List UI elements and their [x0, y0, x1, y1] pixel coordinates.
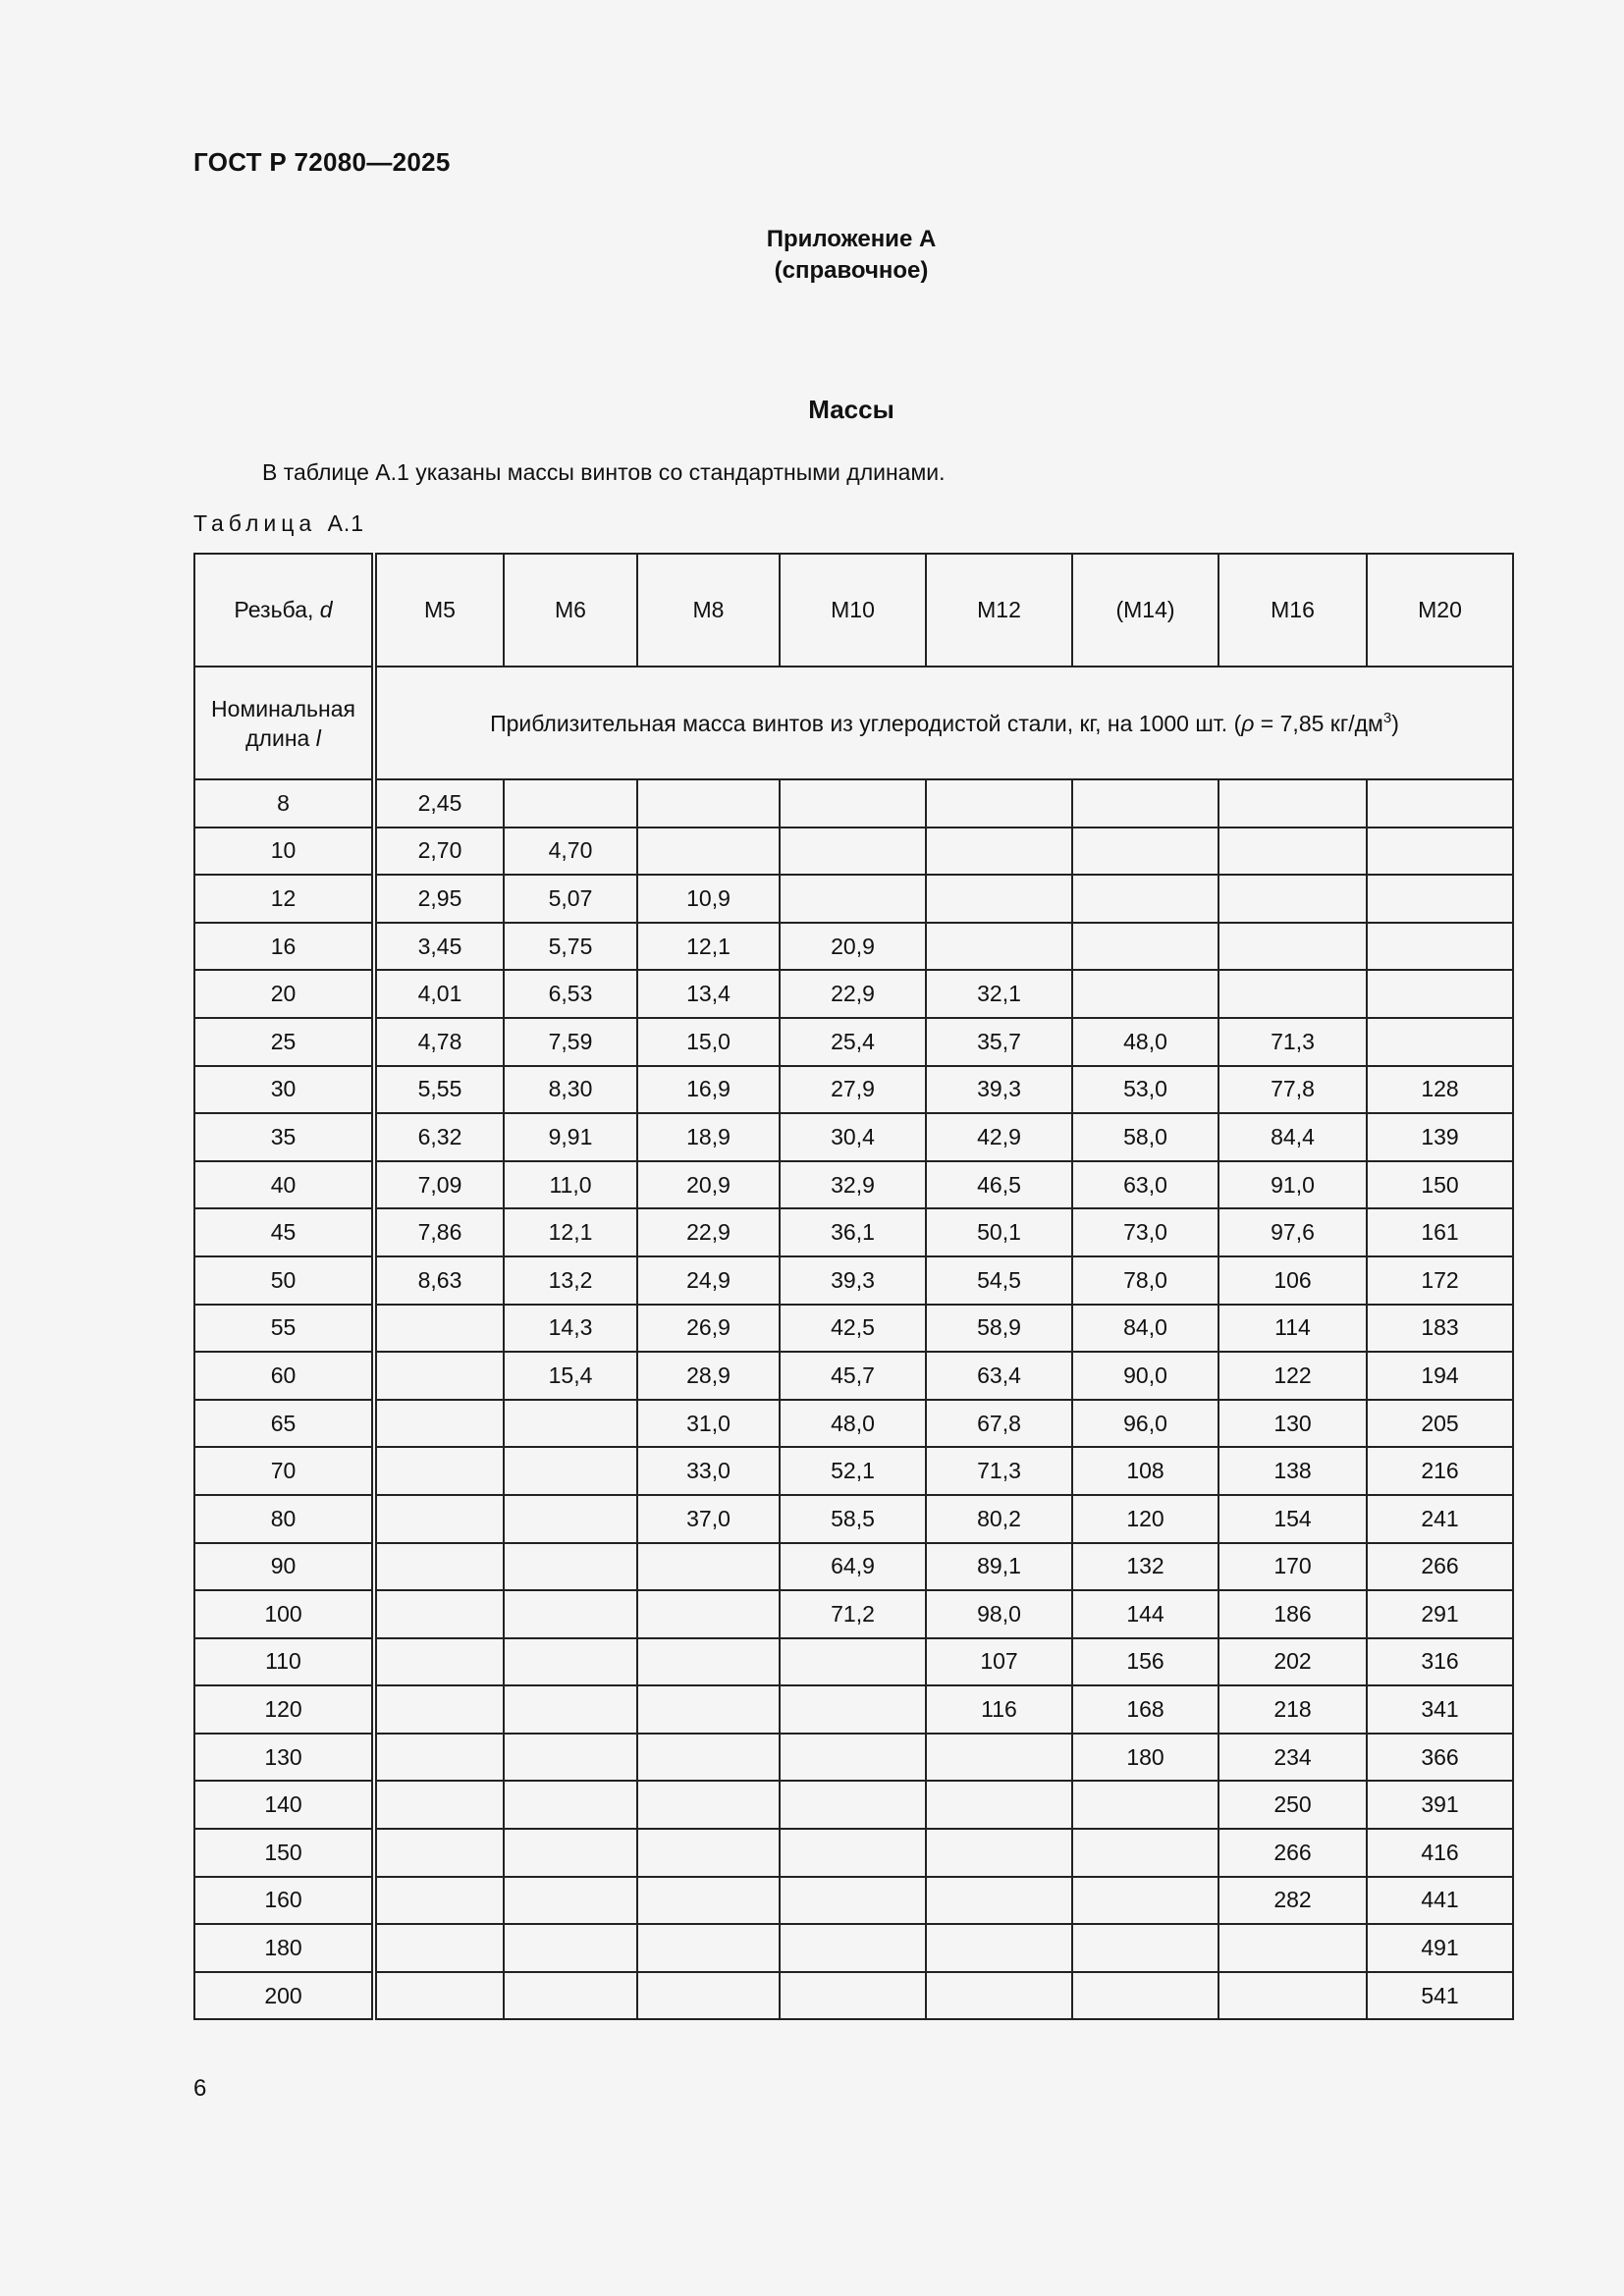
- mass-cell: 108: [1072, 1447, 1218, 1495]
- thread-size-cell: M6: [504, 554, 637, 667]
- table-row: [194, 1447, 1513, 1495]
- mass-cell: [1367, 779, 1513, 828]
- mass-cell: [504, 1590, 637, 1638]
- mass-note-sup: 3: [1382, 709, 1392, 726]
- mass-cell: 45,7: [780, 1352, 926, 1400]
- mass-cell: 12,1: [504, 1208, 637, 1256]
- mass-cell: 218: [1218, 1685, 1367, 1734]
- mass-cell: [504, 1972, 637, 2020]
- mass-cell: 80,2: [926, 1495, 1072, 1543]
- mass-cell: 78,0: [1072, 1256, 1218, 1305]
- mass-cell: [637, 1924, 780, 1972]
- mass-cell: [1072, 779, 1218, 828]
- table-row: [194, 779, 1513, 828]
- mass-cell: 2,95: [374, 875, 504, 923]
- mass-cell: 7,09: [374, 1161, 504, 1209]
- length-cell: 8: [194, 779, 374, 828]
- mass-cell: 172: [1367, 1256, 1513, 1305]
- mass-cell: 8,63: [374, 1256, 504, 1305]
- length-cell: 65: [194, 1400, 374, 1448]
- mass-note-text: Приблизительная масса винтов из углеродистой стали, кг, на 1000 шт. (: [490, 710, 1242, 736]
- mass-cell: 50,1: [926, 1208, 1072, 1256]
- length-cell: 80: [194, 1495, 374, 1543]
- mass-cell: 4,70: [504, 828, 637, 876]
- mass-cell: 89,1: [926, 1543, 1072, 1591]
- mass-cell: 91,0: [1218, 1161, 1367, 1209]
- mass-cell: [374, 1638, 504, 1686]
- mass-cell: 144: [1072, 1590, 1218, 1638]
- mass-cell: [637, 1781, 780, 1829]
- mass-cell: [1218, 875, 1367, 923]
- table-caption-number: А.1: [327, 510, 365, 536]
- length-cell: 30: [194, 1066, 374, 1114]
- mass-cell: 71,3: [1218, 1018, 1367, 1066]
- mass-cell: 114: [1218, 1305, 1367, 1353]
- mass-cell: 48,0: [1072, 1018, 1218, 1066]
- masses-table: [193, 553, 1514, 2020]
- mass-cell: 122: [1218, 1352, 1367, 1400]
- mass-cell: 120: [1072, 1495, 1218, 1543]
- thread-size-cell: M16: [1218, 554, 1367, 667]
- mass-cell: 98,0: [926, 1590, 1072, 1638]
- mass-cell: 22,9: [780, 970, 926, 1018]
- table-row: [194, 828, 1513, 876]
- mass-cell: [637, 1543, 780, 1591]
- mass-cell: 13,2: [504, 1256, 637, 1305]
- mass-cell: [780, 1638, 926, 1686]
- length-cell: 20: [194, 970, 374, 1018]
- mass-cell: [504, 779, 637, 828]
- mass-cell: 97,6: [1218, 1208, 1367, 1256]
- length-cell: 12: [194, 875, 374, 923]
- table-row: [194, 1305, 1513, 1353]
- length-cell: 90: [194, 1543, 374, 1591]
- length-cell: 120: [194, 1685, 374, 1734]
- mass-cell: 84,0: [1072, 1305, 1218, 1353]
- mass-cell: [374, 1495, 504, 1543]
- mass-cell: 5,07: [504, 875, 637, 923]
- mass-cell: [1367, 970, 1513, 1018]
- length-cell: 16: [194, 923, 374, 971]
- mass-cell: [374, 1685, 504, 1734]
- mass-cell: 6,53: [504, 970, 637, 1018]
- length-cell: 160: [194, 1877, 374, 1925]
- length-header-cell: [194, 667, 374, 779]
- mass-cell: [374, 1781, 504, 1829]
- mass-cell: [374, 1590, 504, 1638]
- table-row: [194, 1256, 1513, 1305]
- mass-cell: [926, 1829, 1072, 1877]
- mass-cell: [926, 1924, 1072, 1972]
- mass-cell: 194: [1367, 1352, 1513, 1400]
- mass-cell: [926, 1734, 1072, 1782]
- mass-cell: 16,9: [637, 1066, 780, 1114]
- mass-cell: [504, 1685, 637, 1734]
- mass-cell: [780, 1924, 926, 1972]
- table-row: [194, 970, 1513, 1018]
- mass-cell: [504, 1781, 637, 1829]
- table-row: [194, 1685, 1513, 1734]
- mass-cell: 20,9: [780, 923, 926, 971]
- mass-cell: 53,0: [1072, 1066, 1218, 1114]
- mass-cell: [504, 1495, 637, 1543]
- mass-cell: [374, 1734, 504, 1782]
- mass-cell: 5,75: [504, 923, 637, 971]
- mass-cell: 541: [1367, 1972, 1513, 2020]
- length-cell: 35: [194, 1113, 374, 1161]
- mass-cell: [637, 1590, 780, 1638]
- length-cell: 140: [194, 1781, 374, 1829]
- mass-cell: [374, 1877, 504, 1925]
- length-cell: 55: [194, 1305, 374, 1353]
- mass-cell: 107: [926, 1638, 1072, 1686]
- mass-cell: [374, 1352, 504, 1400]
- thread-header-cell: [194, 554, 374, 667]
- mass-cell: 52,1: [780, 1447, 926, 1495]
- mass-cell: 491: [1367, 1924, 1513, 1972]
- mass-cell: [374, 1305, 504, 1353]
- mass-cell: 84,4: [1218, 1113, 1367, 1161]
- mass-cell: [504, 1924, 637, 1972]
- table-row: [194, 1829, 1513, 1877]
- mass-cell: 216: [1367, 1447, 1513, 1495]
- mass-cell: [926, 1972, 1072, 2020]
- mass-cell: 161: [1367, 1208, 1513, 1256]
- mass-cell: 366: [1367, 1734, 1513, 1782]
- mass-cell: [1072, 1972, 1218, 2020]
- mass-cell: [1367, 828, 1513, 876]
- mass-cell: 30,4: [780, 1113, 926, 1161]
- table-row: [194, 1113, 1513, 1161]
- mass-cell: [1367, 1018, 1513, 1066]
- mass-cell: [637, 1829, 780, 1877]
- mass-cell: [1218, 1924, 1367, 1972]
- mass-cell: [1072, 970, 1218, 1018]
- table-row: [194, 1400, 1513, 1448]
- mass-cell: 5,55: [374, 1066, 504, 1114]
- mass-cell: [374, 1400, 504, 1448]
- mass-cell: 391: [1367, 1781, 1513, 1829]
- mass-cell: [926, 828, 1072, 876]
- mass-cell: [1367, 923, 1513, 971]
- mass-cell: 58,9: [926, 1305, 1072, 1353]
- mass-cell: [637, 828, 780, 876]
- mass-cell: 58,0: [1072, 1113, 1218, 1161]
- mass-cell: [1367, 875, 1513, 923]
- mass-cell: 8,30: [504, 1066, 637, 1114]
- mass-cell: 15,0: [637, 1018, 780, 1066]
- mass-cell: 132: [1072, 1543, 1218, 1591]
- length-cell: 100: [194, 1590, 374, 1638]
- mass-cell: [780, 828, 926, 876]
- mass-cell: 3,45: [374, 923, 504, 971]
- thread-size-cell: M8: [637, 554, 780, 667]
- mass-cell: [1218, 923, 1367, 971]
- mass-cell: 14,3: [504, 1305, 637, 1353]
- mass-cell: 71,3: [926, 1447, 1072, 1495]
- mass-cell: 156: [1072, 1638, 1218, 1686]
- table-row: [194, 1972, 1513, 2020]
- table-row: [194, 923, 1513, 971]
- mass-cell: 202: [1218, 1638, 1367, 1686]
- thread-symbol: d: [319, 597, 333, 622]
- mass-cell: [374, 1829, 504, 1877]
- mass-cell: 58,5: [780, 1495, 926, 1543]
- mass-cell: 20,9: [637, 1161, 780, 1209]
- mass-cell: 12,1: [637, 923, 780, 971]
- mass-cell: 416: [1367, 1829, 1513, 1877]
- mass-cell: 154: [1218, 1495, 1367, 1543]
- mass-cell: 441: [1367, 1877, 1513, 1925]
- mass-note-close: ): [1391, 710, 1399, 736]
- mass-cell: [1072, 1924, 1218, 1972]
- length-cell: 150: [194, 1829, 374, 1877]
- mass-cell: [780, 875, 926, 923]
- mass-cell: 73,0: [1072, 1208, 1218, 1256]
- mass-cell: 7,59: [504, 1018, 637, 1066]
- mass-cell: 22,9: [637, 1208, 780, 1256]
- mass-cell: 168: [1072, 1685, 1218, 1734]
- document-id: ГОСТ Р 72080—2025: [193, 147, 451, 177]
- table-row: [194, 1161, 1513, 1209]
- mass-cell: 9,91: [504, 1113, 637, 1161]
- mass-cell: 36,1: [780, 1208, 926, 1256]
- length-cell: 40: [194, 1161, 374, 1209]
- mass-cell: 180: [1072, 1734, 1218, 1782]
- mass-cell: [504, 1877, 637, 1925]
- mass-cell: 291: [1367, 1590, 1513, 1638]
- thread-size-cell: M10: [780, 554, 926, 667]
- mass-cell: [637, 1638, 780, 1686]
- mass-cell: [780, 1877, 926, 1925]
- table-caption: [193, 510, 364, 537]
- appendix-type: (справочное): [774, 257, 929, 284]
- table-row: [194, 1781, 1513, 1829]
- length-cell: 70: [194, 1447, 374, 1495]
- mass-cell: 2,70: [374, 828, 504, 876]
- mass-cell: 266: [1367, 1543, 1513, 1591]
- table-row: [194, 1018, 1513, 1066]
- mass-note-cell: [374, 667, 1513, 779]
- mass-cell: 116: [926, 1685, 1072, 1734]
- mass-cell: 46,5: [926, 1161, 1072, 1209]
- length-cell: 110: [194, 1638, 374, 1686]
- mass-cell: 35,7: [926, 1018, 1072, 1066]
- mass-cell: [780, 1972, 926, 2020]
- mass-cell: 13,4: [637, 970, 780, 1018]
- table-row: [194, 1590, 1513, 1638]
- mass-cell: [780, 1685, 926, 1734]
- mass-cell: 18,9: [637, 1113, 780, 1161]
- mass-cell: 32,1: [926, 970, 1072, 1018]
- mass-cell: [504, 1543, 637, 1591]
- mass-cell: [637, 1734, 780, 1782]
- table-row: [194, 1208, 1513, 1256]
- mass-note-rho: ρ: [1241, 710, 1255, 736]
- table-row: [194, 1352, 1513, 1400]
- mass-cell: [374, 1972, 504, 2020]
- mass-cell: [1072, 923, 1218, 971]
- mass-cell: 32,9: [780, 1161, 926, 1209]
- mass-cell: 39,3: [926, 1066, 1072, 1114]
- length-cell: 60: [194, 1352, 374, 1400]
- mass-cell: 130: [1218, 1400, 1367, 1448]
- length-cell: 50: [194, 1256, 374, 1305]
- mass-cell: [1072, 1781, 1218, 1829]
- mass-cell: [926, 1781, 1072, 1829]
- length-header-row: [194, 667, 1513, 779]
- mass-cell: 27,9: [780, 1066, 926, 1114]
- mass-cell: 42,9: [926, 1113, 1072, 1161]
- mass-cell: 90,0: [1072, 1352, 1218, 1400]
- mass-cell: 266: [1218, 1829, 1367, 1877]
- mass-cell: 71,2: [780, 1590, 926, 1638]
- mass-cell: 77,8: [1218, 1066, 1367, 1114]
- length-label: Номинальная длина: [211, 695, 355, 751]
- table-row: [194, 1877, 1513, 1925]
- mass-cell: [780, 779, 926, 828]
- mass-cell: [780, 1734, 926, 1782]
- mass-cell: 139: [1367, 1113, 1513, 1161]
- table-body: [194, 779, 1513, 2019]
- mass-cell: 106: [1218, 1256, 1367, 1305]
- table-row: [194, 1734, 1513, 1782]
- mass-cell: 28,9: [637, 1352, 780, 1400]
- length-cell: 180: [194, 1924, 374, 1972]
- mass-cell: [1218, 1972, 1367, 2020]
- mass-note-value: = 7,85 кг/дм: [1254, 710, 1383, 736]
- table-row: [194, 1638, 1513, 1686]
- mass-cell: 183: [1367, 1305, 1513, 1353]
- mass-cell: [926, 875, 1072, 923]
- mass-cell: 42,5: [780, 1305, 926, 1353]
- mass-cell: 26,9: [637, 1305, 780, 1353]
- mass-cell: 4,01: [374, 970, 504, 1018]
- table-caption-label: Таблица: [193, 510, 317, 536]
- mass-cell: 170: [1218, 1543, 1367, 1591]
- mass-cell: 37,0: [637, 1495, 780, 1543]
- mass-cell: [1218, 779, 1367, 828]
- mass-cell: 250: [1218, 1781, 1367, 1829]
- mass-cell: 63,0: [1072, 1161, 1218, 1209]
- thread-size-cell: M5: [374, 554, 504, 667]
- thread-size-cell: M12: [926, 554, 1072, 667]
- mass-cell: [1218, 970, 1367, 1018]
- mass-cell: [926, 779, 1072, 828]
- table-row: [194, 875, 1513, 923]
- mass-cell: 128: [1367, 1066, 1513, 1114]
- intro-paragraph: В таблице А.1 указаны массы винтов со стандартными длинами.: [262, 459, 946, 485]
- mass-cell: 64,9: [780, 1543, 926, 1591]
- mass-cell: 39,3: [780, 1256, 926, 1305]
- mass-cell: [926, 923, 1072, 971]
- mass-cell: [780, 1781, 926, 1829]
- table-row: [194, 1066, 1513, 1114]
- mass-cell: 25,4: [780, 1018, 926, 1066]
- mass-cell: 54,5: [926, 1256, 1072, 1305]
- mass-cell: [1218, 828, 1367, 876]
- mass-cell: 282: [1218, 1877, 1367, 1925]
- mass-cell: 241: [1367, 1495, 1513, 1543]
- mass-cell: [637, 1972, 780, 2020]
- mass-cell: 48,0: [780, 1400, 926, 1448]
- length-symbol: l: [315, 724, 321, 751]
- mass-cell: [504, 1734, 637, 1782]
- mass-cell: [374, 1447, 504, 1495]
- mass-cell: [374, 1924, 504, 1972]
- mass-cell: [780, 1829, 926, 1877]
- mass-cell: 31,0: [637, 1400, 780, 1448]
- mass-cell: 234: [1218, 1734, 1367, 1782]
- mass-cell: 205: [1367, 1400, 1513, 1448]
- mass-cell: [637, 779, 780, 828]
- mass-cell: 63,4: [926, 1352, 1072, 1400]
- mass-cell: [637, 1877, 780, 1925]
- mass-cell: 2,45: [374, 779, 504, 828]
- mass-cell: [504, 1447, 637, 1495]
- length-cell: 130: [194, 1734, 374, 1782]
- mass-cell: [374, 1543, 504, 1591]
- thread-size-cell: (M14): [1072, 554, 1218, 667]
- length-cell: 10: [194, 828, 374, 876]
- length-cell: 25: [194, 1018, 374, 1066]
- mass-cell: [1072, 1829, 1218, 1877]
- appendix-title: Приложение А: [766, 226, 937, 252]
- mass-cell: 24,9: [637, 1256, 780, 1305]
- mass-cell: [926, 1877, 1072, 1925]
- mass-cell: 7,86: [374, 1208, 504, 1256]
- thread-label: Резьба,: [234, 597, 320, 622]
- mass-cell: 186: [1218, 1590, 1367, 1638]
- mass-cell: 150: [1367, 1161, 1513, 1209]
- appendix-heading: [0, 224, 1624, 287]
- mass-cell: 341: [1367, 1685, 1513, 1734]
- mass-cell: 96,0: [1072, 1400, 1218, 1448]
- thread-header-row: [194, 554, 1513, 667]
- mass-cell: 138: [1218, 1447, 1367, 1495]
- table-row: [194, 1543, 1513, 1591]
- mass-cell: [504, 1638, 637, 1686]
- mass-cell: 67,8: [926, 1400, 1072, 1448]
- length-cell: 200: [194, 1972, 374, 2020]
- section-title: Массы: [808, 395, 894, 424]
- mass-cell: 33,0: [637, 1447, 780, 1495]
- mass-cell: 316: [1367, 1638, 1513, 1686]
- table-row: [194, 1495, 1513, 1543]
- mass-cell: [504, 1400, 637, 1448]
- mass-cell: 11,0: [504, 1161, 637, 1209]
- mass-cell: [1072, 875, 1218, 923]
- mass-cell: [637, 1685, 780, 1734]
- page-number: 6: [193, 2075, 207, 2102]
- mass-cell: 15,4: [504, 1352, 637, 1400]
- length-cell: 45: [194, 1208, 374, 1256]
- mass-cell: 4,78: [374, 1018, 504, 1066]
- mass-cell: [504, 1829, 637, 1877]
- mass-cell: 10,9: [637, 875, 780, 923]
- mass-cell: [1072, 1877, 1218, 1925]
- mass-cell: [1072, 828, 1218, 876]
- table-row: [194, 1924, 1513, 1972]
- thread-size-cell: M20: [1367, 554, 1513, 667]
- mass-cell: 6,32: [374, 1113, 504, 1161]
